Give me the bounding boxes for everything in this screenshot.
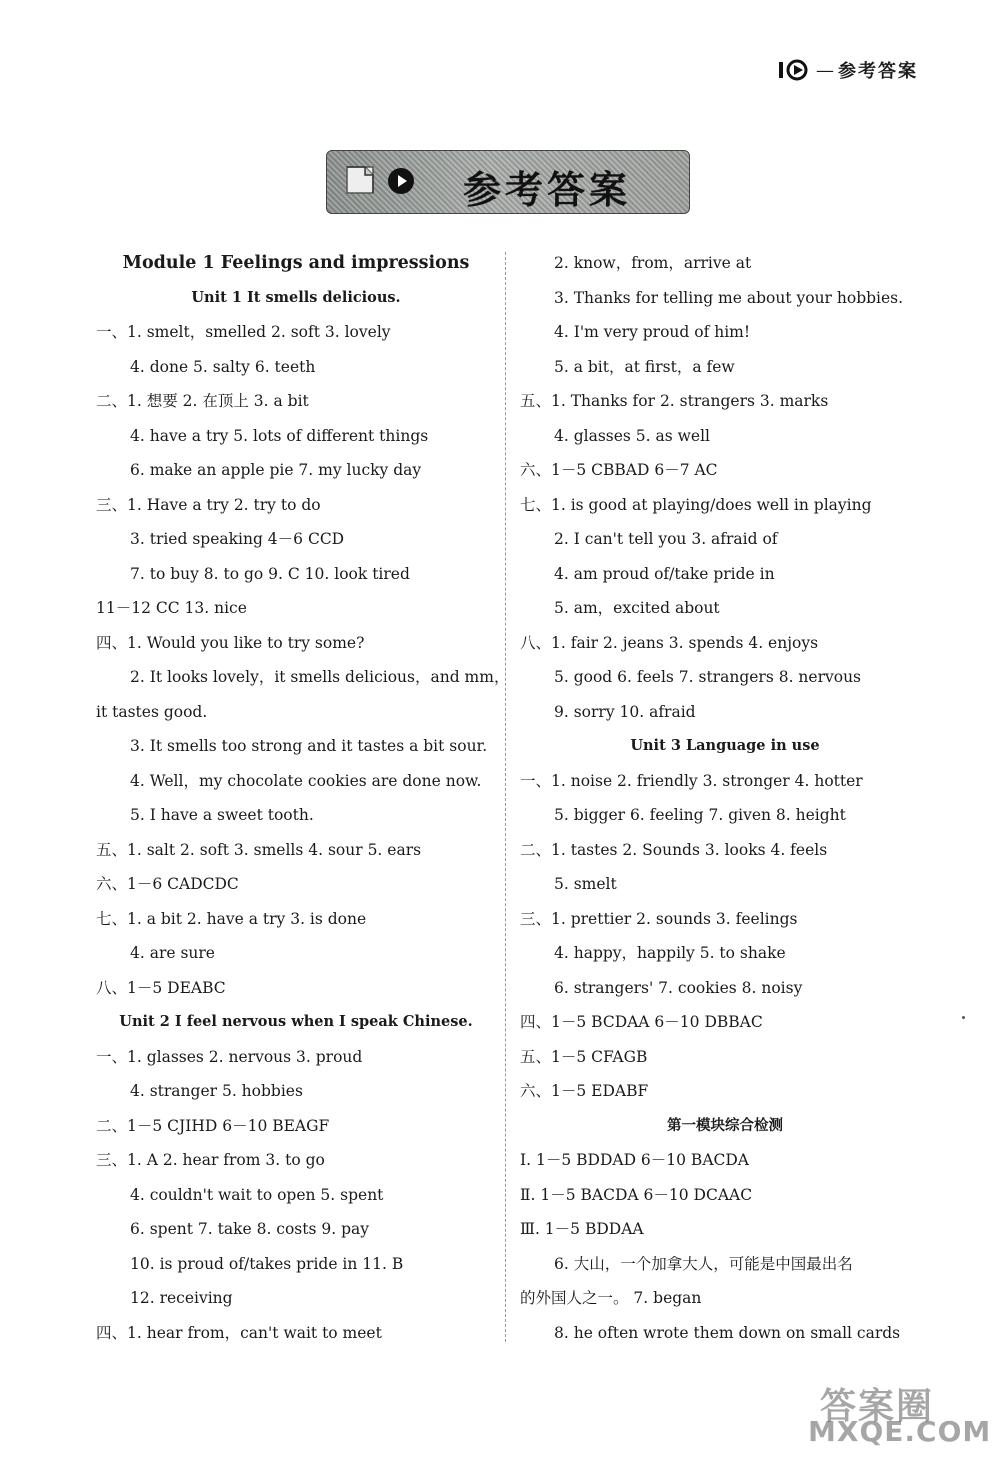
answer-line: 八、1－5 DEABC [96,978,226,997]
answer-line: 3. Thanks for telling me about your hobbies. [554,288,904,307]
answer-line: 4. am proud of/take pride in [554,564,775,583]
unit-heading: Unit 2 I feel nervous when I speak Chinese. [119,1013,473,1030]
answer-line: 4. couldn't wait to open 5. spent [130,1185,384,1204]
answer-line: 3. tried speaking 4－6 CCD [130,530,345,548]
answer-line: 3. It smells too strong and it tastes a bit sour. [130,737,488,755]
unit-heading: Unit 1 It smells delicious. [191,288,401,306]
answer-line: 5. good 6. feels 7. strangers 8. nervous [554,668,862,686]
header-dash: — [816,59,834,81]
answer-line: 4. Well，my chocolate cookies are done now. [130,771,482,790]
answer-line: 四、1－5 BCDAA 6－10 DBBAC [520,1013,763,1031]
answer-line: 三、1. Have a try 2. try to do [96,495,321,514]
answer-line: 5. a bit，at first，a few [554,357,735,376]
answer-line: 五、1. Thanks for 2. strangers 3. marks [520,392,829,410]
answer-line: 6. 大山，一个加拿大人，可能是中国最出名 [554,1254,853,1273]
answer-line: 三、1. prettier 2. sounds 3. feelings [520,909,798,928]
answer-line: 八、1. fair 2. jeans 3. spends 4. enjoys [520,633,819,652]
answer-line: 三、1. A 2. hear from 3. to go [96,1151,325,1169]
module-title: Module 1 Feelings and impressions [122,253,470,273]
answer-line: 4. I'm very proud of him! [554,323,751,341]
answer-line: 5. I have a sweet tooth. [130,806,314,824]
answer-line: Ⅲ. 1－5 BDDAA [520,1220,644,1238]
answer-line: it tastes good. [96,702,208,721]
answer-line: 七、1. a bit 2. have a try 3. is done [96,909,367,928]
answer-line: Ⅰ. 1－5 BDDAD 6－10 BACDA [520,1151,749,1169]
watermark-url: MXQE.COM [808,1415,992,1448]
answer-line: 4. glasses 5. as well [554,426,710,445]
answer-line: 一、1. glasses 2. nervous 3. proud [96,1047,363,1066]
answer-line: 4. done 5. salty 6. teeth [130,357,316,376]
answer-line: 2. know，from，arrive at [554,254,752,272]
answer-line: 五、1. salt 2. soft 3. smells 4. sour 5. ears [96,840,422,859]
answer-line: 9. sorry 10. afraid [554,702,696,721]
answer-line: 的外国人之一。 7. began [520,1289,702,1307]
answer-line: 七、1. is good at playing/does well in playing [520,495,872,514]
stray-dot [962,1016,965,1019]
answer-line: 四、1. hear from，can't wait to meet [96,1323,382,1342]
answer-line: 六、1－5 CBBAD 6－7 AC [520,461,718,479]
answer-line: 12. receiving [130,1289,233,1307]
answer-line: 5. bigger 6. feeling 7. given 8. height [554,806,846,824]
answer-line: 5. am，excited about [554,599,720,617]
banner-title: 参考答案 [463,168,632,212]
section-banner [326,150,690,214]
answer-line: 六、1－5 EDABF [520,1082,649,1100]
answer-line: 一、1. noise 2. friendly 3. stronger 4. hotter [520,771,863,790]
answer-line: 6. strangers' 7. cookies 8. noisy [554,978,803,997]
unit-heading: 第一模块综合检测 [667,1116,783,1134]
logo-icon [778,59,812,81]
answer-line: 2. It looks lovely，it smells delicious，and mm， [130,668,510,686]
answer-line: 4. happy，happily 5. to shake [554,944,786,962]
answer-line: Ⅱ. 1－5 BACDA 6－10 DCAAC [520,1185,753,1204]
answer-line: 7. to buy 8. to go 9. C 10. look tired [130,564,410,583]
answer-line: 四、1. Would you like to try some? [96,633,365,652]
answer-line: 六、1－6 CADCDC [96,875,239,893]
answer-line: 2. I can't tell you 3. afraid of [554,530,778,548]
document-icon [345,163,381,197]
answer-line: 11－12 CC 13. nice [96,599,247,617]
answer-line: 5. smelt [554,875,617,893]
answer-line: 4. are sure [130,944,215,962]
column-divider [505,252,506,1342]
answer-line: 8. he often wrote them down on small cards [554,1323,901,1342]
answer-line: 10. is proud of/takes pride in 11. B [130,1254,404,1273]
watermark-logo: 答案圈 [820,1386,935,1427]
answer-line: 二、1. 想要 2. 在顶上 3. a bit [96,392,309,410]
answer-line: 6. make an apple pie 7. my lucky day [130,461,422,479]
left-column [96,246,510,1350]
header-title: 参考答案 [838,61,918,82]
answer-line: 二、1－5 CJIHD 6－10 BEAGF [96,1116,330,1135]
answer-line: 4. have a try 5. lots of different things [130,426,429,445]
answer-line: 6. spent 7. take 8. costs 9. pay [130,1220,370,1238]
answer-line: 4. stranger 5. hobbies [130,1082,303,1100]
answer-line: 一、1. smelt，smelled 2. soft 3. lovely [96,323,391,341]
answer-line: 五、1－5 CFAGB [520,1047,648,1066]
page-header [778,58,918,82]
answer-line: 二、1. tastes 2. Sounds 3. looks 4. feels [520,840,828,859]
play-icon [387,167,415,195]
right-column [520,246,930,1350]
unit-heading: Unit 3 Language in use [630,737,820,754]
